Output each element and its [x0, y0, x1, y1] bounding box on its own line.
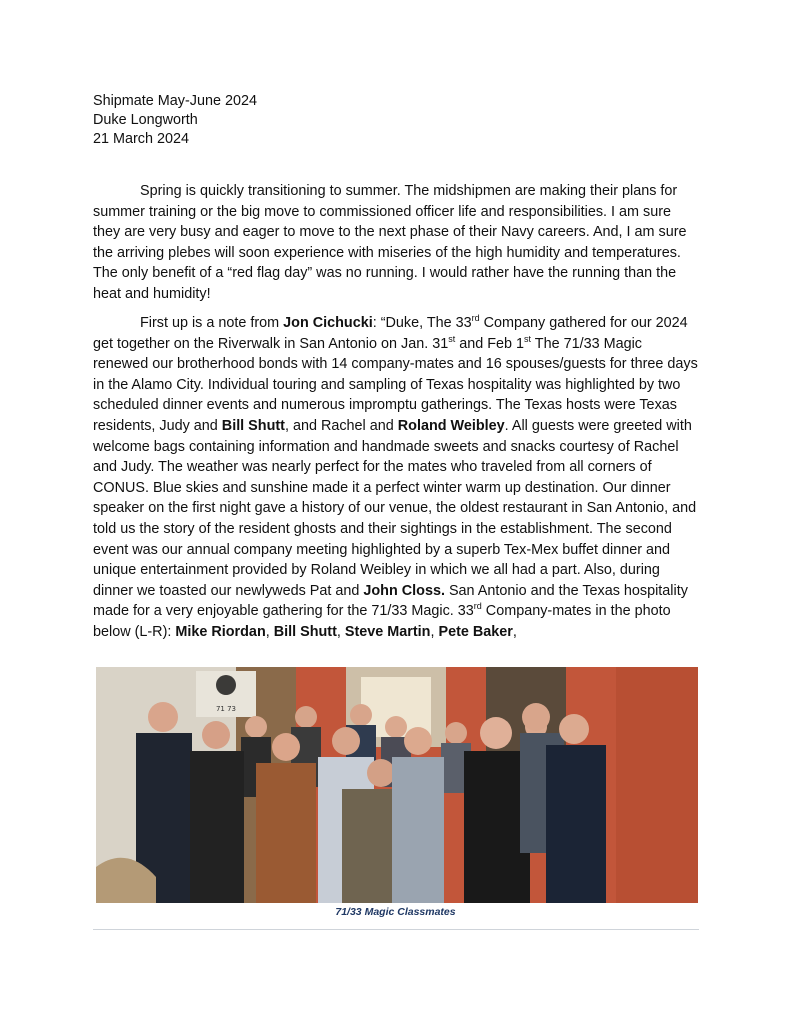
superscript: rd	[473, 601, 482, 612]
text-run: and Feb 1	[455, 335, 525, 352]
superscript: st	[524, 333, 532, 344]
separator: ,	[430, 623, 439, 640]
text-run: . All guests were greeted with welcome bags containing information and handmade sweets and snacks courtesy of Rachel and Judy. The weather was nearly perfect for the mates who traveled from all corners of CONUS. Blue skies and sunshine made it a perfect winter warm up destination. Our dinner speaker on the first night gave a history of our venue, the oldest restaurant in San Antonio, and told us the story of the resident ghosts and their sightings in the establishment. The second event was our annual company meeting highlighted by a superb Tex-Mex buffet dinner and unique entertainment provided by Roland Weibley in which we all had a part. Also, during dinner we toasted our newlyweds Pat and	[93, 417, 697, 599]
separator: ,	[336, 623, 345, 640]
name-bill-shutt-photo: Bill Shutt	[273, 623, 337, 640]
name-mike-riordan: Mike Riordan	[175, 623, 266, 640]
paragraph-intro-text: Spring is quickly transitioning to summer. The midshipmen are making their plans for summer training or the big move to commissioned officer life and responsibilities. I am sure they are very busy and eager to move to the next phase of their Navy careers. And, I am sure the arriving plebes will soon experience with miseries of the high humidity and temperatures. The only benefit of a “red flag day” was no running. I would rather have the running than the heat and humidity!	[93, 183, 687, 302]
name-john-closs: John Closs.	[363, 582, 445, 599]
text-run: , and Rachel and	[284, 417, 398, 434]
letter-header	[93, 92, 257, 149]
date-line: 21 March 2024	[93, 131, 189, 147]
separator: ,	[512, 623, 517, 640]
text-run: First up is a note from	[140, 315, 284, 331]
name-jon-cichucki: Jon Cichucki	[283, 315, 373, 331]
text-run: Company-mates in the photo below (L-R):	[93, 603, 671, 640]
paragraph-reunion	[93, 313, 699, 643]
name-bill-shutt: Bill Shutt	[221, 417, 285, 434]
divider-line	[93, 929, 699, 930]
superscript: rd	[471, 313, 480, 323]
text-run: The 71/33 Magic renewed our brotherhood bonds with 14 company-mates and 16 spouses/guests for three days in the Alamo City. Individual touring and sampling of Texas hospitality was highlighted by two scheduled dinner events and numerous impromptu gatherings. The Texas hosts were Texas residents, Judy and	[93, 335, 698, 434]
publication-line: Shipmate May-June 2024	[93, 93, 257, 109]
name-steve-martin: Steve Martin	[344, 623, 431, 640]
superscript: st	[448, 333, 456, 344]
author-line: Duke Longworth	[93, 112, 198, 128]
banner-text: 71 73	[215, 705, 237, 713]
photo-caption: 71/33 Magic Classmates	[335, 906, 456, 918]
separator: ,	[265, 623, 274, 640]
text-run: Company gathered for our 2024 get together on the Riverwalk in San Antonio on Jan. 31	[93, 315, 688, 352]
text-run: San Antonio and the Texas hospitality made for a very enjoyable gathering for the 71/33 Magic. 33	[93, 582, 688, 620]
text-run: : “Duke, The 33	[372, 315, 472, 331]
name-pete-baker: Pete Baker	[438, 623, 513, 640]
paragraph-intro	[93, 181, 699, 305]
name-roland-weibley: Roland Weibley	[397, 417, 505, 434]
group-photo	[96, 667, 698, 903]
